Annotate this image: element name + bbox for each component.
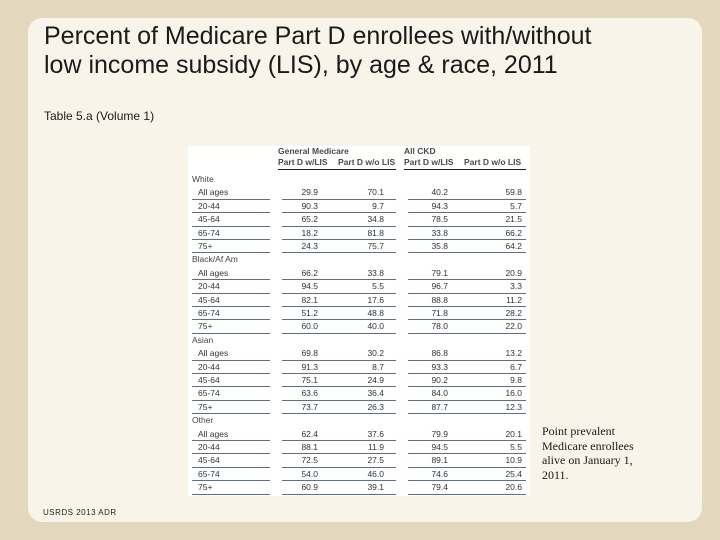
row-label: 20-44: [198, 281, 220, 292]
section-header-row: [188, 334, 530, 347]
row-label: 45-64: [198, 214, 220, 225]
table-cell: 75.1: [301, 375, 318, 385]
table-cell: 20.6: [505, 482, 522, 493]
table-row: [188, 347, 530, 360]
section-label: Black/Af Am: [192, 254, 238, 265]
table-cell: 21.5: [505, 214, 522, 225]
table-cell: 5.5: [372, 281, 384, 292]
table-cell: 63.6: [301, 388, 318, 399]
table-cell: 66.2: [301, 267, 318, 278]
table-subtitle: Table 5.a (Volume 1): [44, 109, 155, 123]
table-cell: 5.5: [510, 442, 522, 452]
table-cell: 20.1: [505, 428, 522, 439]
table-cell: 27.5: [367, 455, 384, 466]
header-rule: [404, 169, 526, 170]
table-cell: 78.0: [431, 321, 448, 332]
table-cell: 81.8: [367, 227, 384, 238]
data-table: [188, 146, 530, 496]
table-row: [188, 227, 530, 240]
table-cell: 11.9: [368, 442, 384, 452]
table-cell: 28.2: [505, 308, 522, 318]
table-cell: 82.1: [301, 294, 318, 305]
table-cell: 12.3: [505, 401, 522, 412]
table-cell: 75.7: [367, 241, 384, 251]
row-label: 65-74: [198, 227, 220, 238]
table-cell: 86.8: [431, 348, 448, 359]
row-label: 65-74: [198, 388, 220, 399]
table-cell: 48.8: [367, 308, 384, 318]
row-label: All ages: [198, 187, 229, 198]
table-cell: 79.4: [431, 482, 448, 493]
table-cell: 37.6: [367, 428, 384, 439]
table-cell: 11.2: [506, 294, 522, 305]
section-header-row: [188, 414, 530, 427]
table-row: [188, 240, 530, 253]
table-cell: 60.0: [301, 321, 318, 332]
row-label: 45-64: [198, 294, 220, 305]
table-cell: 70.1: [367, 187, 384, 198]
table-cell: 18.2: [301, 227, 318, 238]
section-header-row: [188, 173, 530, 186]
column-group-all-ckd: [404, 146, 524, 168]
table-cell: 40.0: [367, 321, 384, 332]
table-cell: 34.8: [367, 214, 384, 225]
table-cell: 90.2: [431, 375, 448, 385]
table-cell: 16.0: [505, 388, 522, 399]
column-group-label: All CKD: [404, 146, 436, 156]
source-footer: USRDS 2013 ADR: [43, 508, 117, 517]
table-row: [188, 387, 530, 400]
table-cell: 29.9: [301, 187, 318, 198]
table-cell: 35.8: [431, 241, 448, 251]
table-cell: 79.1: [431, 267, 448, 278]
row-label: 65-74: [198, 308, 220, 318]
table-cell: 74.6: [431, 468, 448, 479]
column-header: Part D w/o LIS: [338, 157, 396, 167]
table-cell: 25.4: [505, 468, 522, 479]
row-separator: [192, 494, 270, 495]
column-header: Part D w/o LIS: [464, 157, 522, 167]
section-header-row: [188, 253, 530, 266]
table-row: [188, 320, 530, 333]
row-separator: [408, 494, 526, 495]
table-cell: 87.7: [431, 401, 448, 412]
table-row: [188, 428, 530, 441]
table-row: [188, 307, 530, 320]
table-cell: 3.3: [510, 281, 522, 292]
column-header: Part D w/LIS: [404, 157, 454, 167]
table-row: [188, 454, 530, 467]
table-cell: 94.5: [431, 442, 448, 452]
row-label: 45-64: [198, 375, 220, 385]
table-cell: 22.0: [505, 321, 522, 332]
table-cell: 20.9: [505, 267, 522, 278]
table-cell: 17.6: [367, 294, 384, 305]
table-cell: 46.0: [367, 468, 384, 479]
column-group-label: General Medicare: [278, 146, 349, 156]
section-label: Asian: [192, 334, 214, 345]
table-cell: 8.7: [372, 361, 384, 372]
table-cell: 30.2: [367, 348, 384, 359]
table-row: [188, 294, 530, 307]
table-cell: 33.8: [367, 267, 384, 278]
table-cell: 79.9: [431, 428, 448, 439]
section-label: White: [192, 174, 214, 184]
table-cell: 24.9: [367, 375, 384, 385]
row-label: 75+: [198, 401, 213, 412]
table-cell: 73.7: [301, 401, 318, 412]
table-cell: 10.9: [505, 455, 522, 466]
table-cell: 5.7: [510, 200, 522, 211]
table-cell: 62.4: [301, 428, 318, 439]
table-cell: 24.3: [301, 241, 318, 251]
page-title: Percent of Medicare Part D enrollees with/without low income subsidy (LIS), by age & race, 2011: [44, 22, 592, 79]
table-cell: 6.7: [510, 361, 522, 372]
row-label: 65-74: [198, 468, 220, 479]
table-cell: 64.2: [505, 241, 522, 251]
table-cell: 54.0: [301, 468, 318, 479]
table-cell: 71.8: [431, 308, 448, 318]
table-row: [188, 267, 530, 280]
row-label: All ages: [198, 428, 229, 439]
row-label: 75+: [198, 482, 213, 493]
column-group-general-medicare: [278, 146, 398, 168]
table-cell: 91.3: [301, 361, 318, 372]
row-label: 20-44: [198, 200, 220, 211]
table-row: [188, 481, 530, 494]
table-cell: 13.2: [505, 348, 522, 359]
table-cell: 40.2: [431, 187, 448, 198]
table-cell: 65.2: [301, 214, 318, 225]
table-cell: 39.1: [367, 482, 384, 493]
table-cell: 84.0: [431, 388, 448, 399]
table-cell: 51.2: [301, 308, 318, 318]
table-row: [188, 374, 530, 387]
table-cell: 60.9: [301, 482, 318, 493]
table-cell: 33.8: [431, 227, 448, 238]
column-header: Part D w/LIS: [278, 157, 328, 167]
table-cell: 69.8: [301, 348, 318, 359]
table-row: [188, 280, 530, 293]
row-label: All ages: [198, 267, 229, 278]
table-cell: 36.4: [367, 388, 384, 399]
table-row: [188, 361, 530, 374]
header-rule: [278, 169, 396, 170]
table-cell: 93.3: [431, 361, 448, 372]
table-row: [188, 441, 530, 454]
table-cell: 89.1: [431, 455, 448, 466]
footnote: Point prevalent Medicare enrollees alive on January 1, 2011.: [542, 424, 634, 482]
table-cell: 9.8: [510, 375, 522, 385]
table-cell: 96.7: [431, 281, 448, 292]
row-label: 20-44: [198, 361, 220, 372]
row-label: 75+: [198, 321, 213, 332]
table-cell: 72.5: [301, 455, 318, 466]
table-cell: 9.7: [372, 200, 384, 211]
table-row: [188, 213, 530, 226]
row-label: 45-64: [198, 455, 220, 466]
table-cell: 66.2: [505, 227, 522, 238]
table-row: [188, 468, 530, 481]
table-cell: 88.8: [431, 294, 448, 305]
table-cell: 26.3: [367, 401, 384, 412]
table-cell: 94.5: [301, 281, 318, 292]
table-cell: 90.3: [301, 200, 318, 211]
table-row: [188, 200, 530, 213]
table-cell: 94.3: [431, 200, 448, 211]
table-cell: 59.8: [505, 187, 522, 198]
row-label: 75+: [198, 241, 213, 251]
section-label: Other: [192, 415, 214, 426]
table-cell: 88.1: [301, 442, 318, 452]
row-separator: [282, 494, 396, 495]
table-cell: 78.5: [431, 214, 448, 225]
row-label: 20-44: [198, 442, 220, 452]
table-row: [188, 186, 530, 199]
row-label: All ages: [198, 348, 229, 359]
table-row: [188, 401, 530, 414]
